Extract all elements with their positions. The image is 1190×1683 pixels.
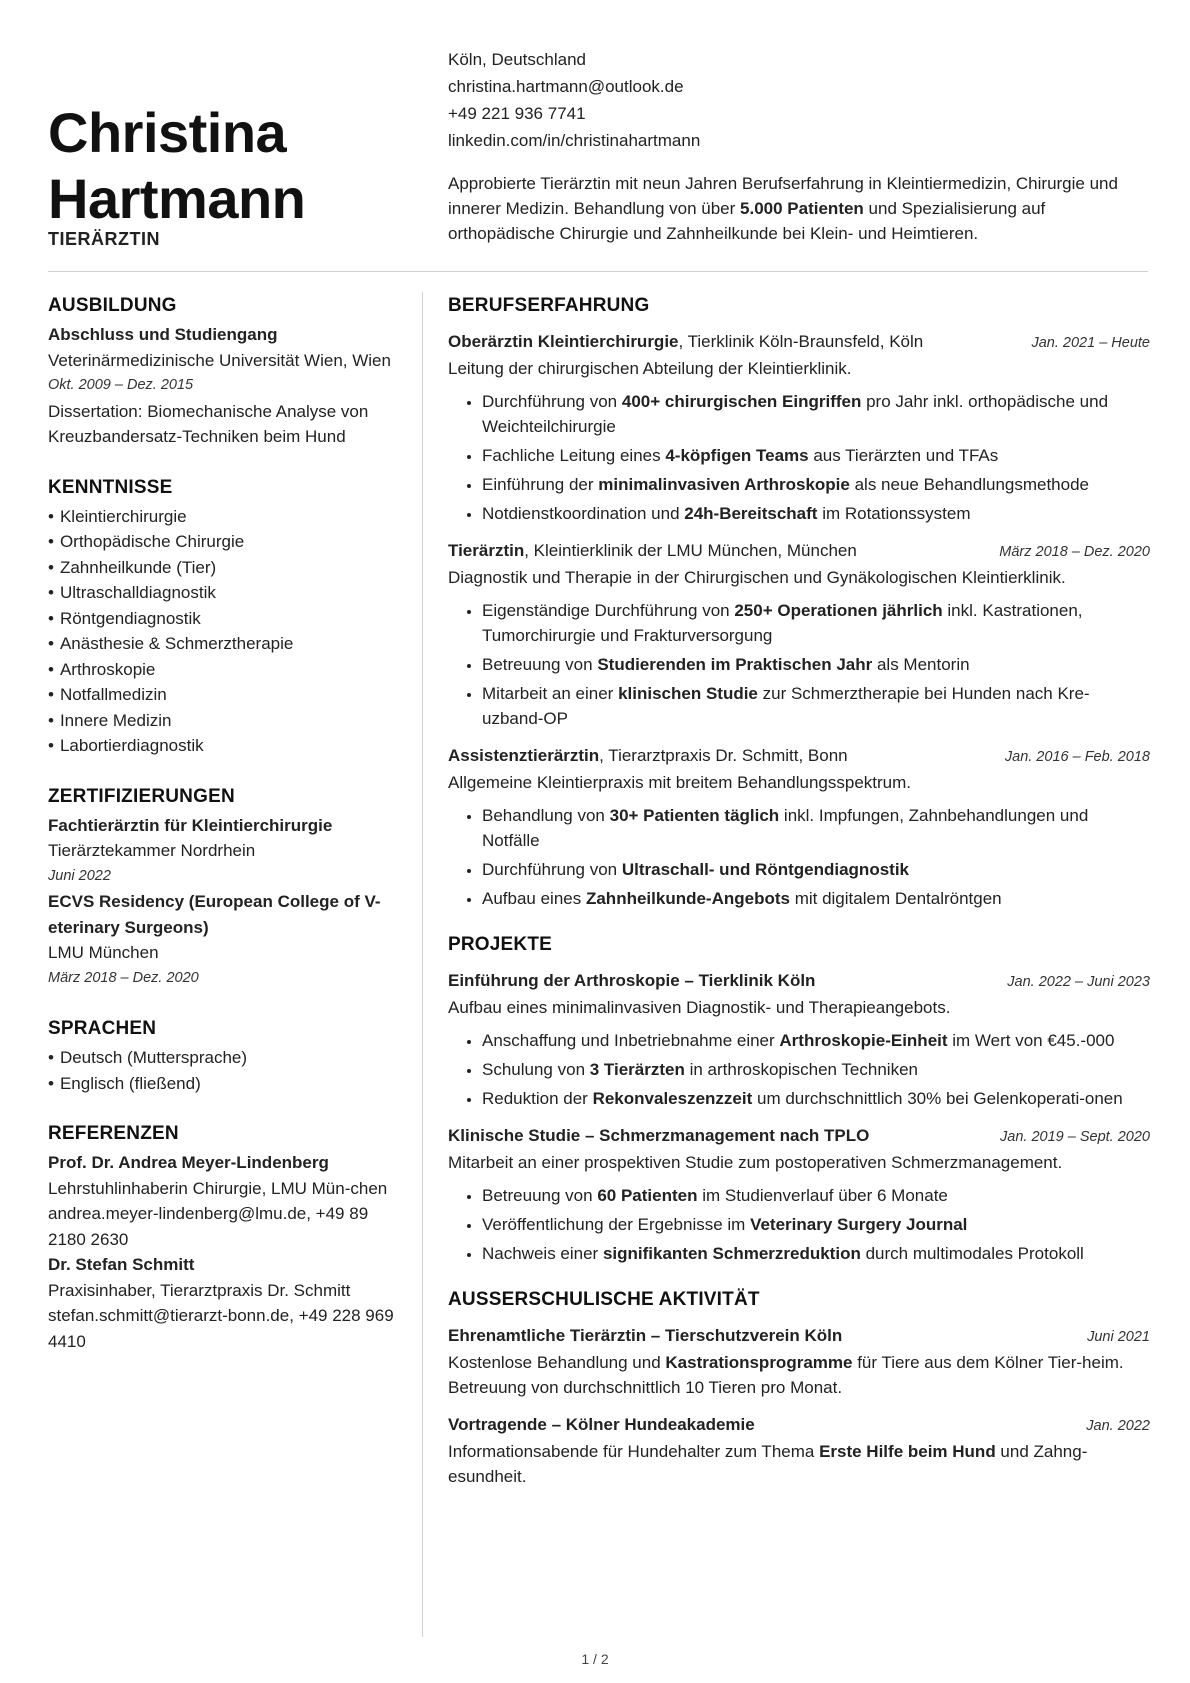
highlight-text: signifikanten Schmerzreduktion bbox=[602, 1244, 861, 1263]
entry-org: , Tierarztpraxis Dr. Schmitt, Bonn bbox=[599, 746, 848, 765]
highlight-text: 5.000 Patienten bbox=[740, 199, 864, 218]
entry-description: Leitung der chirurgischen Abteilung der Kleintierklinik. bbox=[448, 359, 852, 378]
reference-contact: stefan.schmitt@tierarzt-bonn.de, +49 228 969 4410 bbox=[48, 1306, 394, 1351]
highlight-text: klinischen Studie bbox=[618, 684, 758, 703]
experience-title: BERUFSERFAHRUNG bbox=[448, 295, 650, 316]
highlight-text: Veterinary Surgery Journal bbox=[750, 1215, 968, 1234]
body-text: im Studienverlauf über 6 Monate bbox=[697, 1186, 948, 1205]
entry bbox=[448, 1323, 1150, 1400]
certification-item bbox=[48, 889, 408, 991]
projects-section bbox=[448, 933, 1150, 1266]
highlight-text: 3 Tierärzten bbox=[589, 1060, 685, 1079]
body-text: zur Schmerztherapie bei Hunden nach Kre-uzband-OP bbox=[482, 684, 1090, 728]
bullet-item bbox=[482, 1028, 1150, 1053]
bullet-item bbox=[482, 1212, 1150, 1237]
certification-name: ECVS Residency (European College of V-eterinary Surgeons) bbox=[48, 892, 381, 937]
body-text: Anschaffung und Inbetriebnahme einer bbox=[482, 1031, 780, 1050]
reference-role: Lehrstuhlinhaberin Chirurgie, LMU Mün-chen bbox=[48, 1178, 388, 1198]
body-text: aus Tierärzten und TFAs bbox=[808, 446, 999, 465]
list-item: • Röntgendiagnostik bbox=[48, 606, 408, 632]
activities-section bbox=[448, 1288, 1150, 1489]
highlight-text: Studierenden im Praktischen Jahr bbox=[597, 655, 873, 674]
entry-role: Ehrenamtliche Tierärztin – Tierschutzverein Köln bbox=[448, 1326, 843, 1345]
entry bbox=[448, 1412, 1150, 1489]
bullet-item bbox=[482, 1057, 1150, 1082]
body-text: pro Jahr inkl. orthopädische und Weichteilchirurgie bbox=[482, 392, 1109, 436]
reference-name: Prof. Dr. Andrea Meyer-Lindenberg bbox=[48, 1153, 329, 1172]
languages-title: SPRACHEN bbox=[48, 1018, 157, 1039]
reference-item bbox=[48, 1150, 408, 1252]
skills-list bbox=[48, 504, 408, 759]
certifications-title: ZERTIFIZIERUNGEN bbox=[48, 785, 235, 807]
highlight-text: Erste Hilfe beim Hund bbox=[819, 1442, 996, 1461]
highlight-text: minimalinvasiven Arthroskopie bbox=[598, 475, 850, 494]
project-entries bbox=[448, 968, 1150, 1266]
references-title: REFERENZEN bbox=[48, 1123, 179, 1144]
body-text: Notdienstkoordination und bbox=[482, 504, 685, 523]
body-text: als neue Behandlungsmethode bbox=[849, 475, 1090, 494]
contact-linkedin[interactable]: linkedin.com/in/christinahartmann bbox=[448, 131, 701, 150]
skills-title: KENNTNISSE bbox=[48, 476, 173, 498]
entry-role: Einführung der Arthroskopie – Tierklinik Köln bbox=[448, 971, 816, 990]
header-divider bbox=[48, 271, 1148, 272]
body-text: Betreuung von bbox=[482, 655, 598, 674]
entry bbox=[448, 538, 1150, 731]
entry-date: Jan. 2022 – Juni 2023 bbox=[1007, 974, 1150, 990]
entry-role: Vortragende – Kölner Hundeakademie bbox=[448, 1415, 755, 1434]
body-text: um durchschnittlich 30% bei Gelenkoperati-onen bbox=[752, 1089, 1123, 1108]
highlight-text: 30+ Patienten täglich bbox=[609, 806, 780, 825]
entry-title bbox=[448, 538, 857, 563]
highlight-text: Kastrationsprogramme bbox=[665, 1353, 853, 1372]
entry-title bbox=[448, 1323, 842, 1348]
job-title: TIERÄRZTIN bbox=[48, 229, 160, 249]
bullet-item bbox=[482, 472, 1150, 497]
activity-entries bbox=[448, 1323, 1150, 1489]
entry-description: Mitarbeit an einer prospektiven Studie zum postoperativen Schmerzmanagement. bbox=[448, 1153, 1063, 1172]
reference-item bbox=[48, 1252, 408, 1354]
entry-description bbox=[448, 1350, 1150, 1400]
entry-org: , Tierklinik Köln-Braunsfeld, Köln bbox=[678, 332, 924, 351]
list-item: • Innere Medizin bbox=[48, 708, 408, 734]
education-note: Dissertation: Biomechanische Analyse von Kreuzbandersatz-Techniken beim Hund bbox=[48, 401, 369, 446]
entry-title bbox=[448, 1412, 755, 1437]
body-text: im Rotationssystem bbox=[817, 504, 971, 523]
highlight-text: Zahnheilkunde-Angebots bbox=[585, 889, 790, 908]
degree: Abschluss und Studiengang bbox=[48, 325, 278, 344]
contact-block bbox=[448, 46, 700, 154]
first-name: Christina bbox=[48, 101, 287, 164]
bullet-item bbox=[482, 389, 1150, 439]
school: Veterinärmedizinische Universität Wien, Wien bbox=[48, 350, 391, 370]
body-text: im Wert von €45.-000 bbox=[947, 1031, 1115, 1050]
body-text: Eigenständige Durchführung von bbox=[482, 601, 735, 620]
list-item: • Anästhesie & Schmerztherapie bbox=[48, 631, 408, 657]
entry-header bbox=[448, 968, 1150, 995]
entry-bullets bbox=[448, 1183, 1150, 1266]
entry-date: Jan. 2022 bbox=[1086, 1418, 1150, 1434]
entry-header bbox=[448, 743, 1150, 770]
entry-date: Jan. 2021 – Heute bbox=[1031, 335, 1150, 351]
body-text: Approbierte Tierärztin mit neun Jahren Berufserfahrung in Kleintiermedizin, Chirurgie und innerer Medizin. Behandlung von über bbox=[448, 174, 1118, 218]
entry-bullets bbox=[448, 1028, 1150, 1111]
reference-contact: andrea.meyer-lindenberg@lmu.de, +49 89 2180 2630 bbox=[48, 1204, 369, 1249]
bullet-item bbox=[482, 652, 1150, 677]
body-text: Aufbau eines bbox=[482, 889, 586, 908]
education-dates: Okt. 2009 – Dez. 2015 bbox=[48, 377, 194, 393]
list-item: • Kleintierchirurgie bbox=[48, 504, 408, 530]
bullet-item bbox=[482, 598, 1150, 648]
certification-item bbox=[48, 813, 408, 890]
entry-description: Diagnostik und Therapie in der Chirurgischen und Gynäkologischen Kleintierklinik. bbox=[448, 568, 1066, 587]
bullet-item bbox=[482, 443, 1150, 468]
list-item: • Arthroskopie bbox=[48, 657, 408, 683]
certifications-section bbox=[48, 785, 408, 992]
entry-bullets bbox=[448, 598, 1150, 731]
left-column bbox=[48, 294, 408, 1380]
certification-name: Fachtierärztin für Kleintierchirurgie bbox=[48, 815, 333, 835]
entry-bullets bbox=[448, 389, 1150, 526]
body-text: Veröffentlichung der Ergebnisse im bbox=[482, 1215, 751, 1234]
body-text: Einführung der bbox=[482, 475, 599, 494]
entry-header bbox=[448, 1323, 1150, 1350]
body-text: inkl. Impfungen, Zahnbehandlungen und Notfälle bbox=[482, 806, 1089, 850]
highlight-text: Arthroskopie-Einheit bbox=[779, 1031, 948, 1050]
body-text: durch multimodales Protokoll bbox=[860, 1244, 1084, 1263]
entry-role: Assistenztierärztin bbox=[448, 746, 600, 765]
body-text: Durchführung von bbox=[482, 860, 622, 879]
entry-date: Juni 2021 bbox=[1087, 1329, 1150, 1345]
experience-entries bbox=[448, 329, 1150, 911]
list-item: • Labortierdiagnostik bbox=[48, 733, 408, 759]
list-item: • Orthopädische Chirurgie bbox=[48, 529, 408, 555]
entry-title bbox=[448, 329, 923, 354]
activities-title: AUSSERSCHULISCHE AKTIVITÄT bbox=[448, 1289, 760, 1310]
reference-name: Dr. Stefan Schmitt bbox=[48, 1255, 195, 1274]
skills-section bbox=[48, 476, 408, 759]
entry-title bbox=[448, 968, 815, 993]
experience-section bbox=[448, 294, 1150, 911]
highlight-text: 60 Patienten bbox=[597, 1186, 698, 1205]
body-text: Behandlung von bbox=[482, 806, 610, 825]
education-section bbox=[48, 294, 408, 450]
entry-org: , Kleintierklinik der LMU München, München bbox=[524, 541, 857, 560]
highlight-text: 250+ Operationen jährlich bbox=[734, 601, 943, 620]
entry-role: Klinische Studie – Schmerzmanagement nach TPLO bbox=[448, 1126, 870, 1145]
highlight-text: Rekonvaleszenzzeit bbox=[592, 1089, 753, 1108]
contact-location: Köln, Deutschland bbox=[448, 50, 586, 69]
bullet-item bbox=[482, 1241, 1150, 1266]
certification-org: Tierärztekammer Nordrhein bbox=[48, 841, 256, 860]
entry bbox=[448, 968, 1150, 1111]
body-text: Mitarbeit an einer bbox=[482, 684, 619, 703]
bullet-item bbox=[482, 886, 1150, 911]
body-text: für Tiere aus dem Kölner Tier-heim. Betreuung von durchschnittlich 10 Tieren pro Monat. bbox=[448, 1353, 1124, 1397]
body-text: und Zahng-esundheit. bbox=[448, 1442, 1088, 1486]
languages-list bbox=[48, 1045, 408, 1096]
entry-role: Tierärztin bbox=[448, 541, 525, 560]
body-text: Kostenlose Behandlung und bbox=[448, 1353, 666, 1372]
candidate-name bbox=[48, 100, 305, 232]
projects-title: PROJEKTE bbox=[448, 934, 553, 955]
body-text: Betreuung von bbox=[482, 1186, 598, 1205]
list-item: • Notfallmedizin bbox=[48, 682, 408, 708]
body-text: und Spezialisierung auf orthopädische Chirurgie und Zahnheilkunde bei Klein- und Heimtieren. bbox=[448, 199, 1046, 243]
entry-date: Jan. 2019 – Sept. 2020 bbox=[1000, 1129, 1150, 1145]
entry-date: Jan. 2016 – Feb. 2018 bbox=[1004, 749, 1150, 765]
entry-date: März 2018 – Dez. 2020 bbox=[999, 544, 1150, 560]
certification-date: März 2018 – Dez. 2020 bbox=[48, 969, 199, 986]
page-number: 1 / 2 bbox=[581, 1651, 609, 1667]
body-text: Nachweis einer bbox=[482, 1244, 603, 1263]
entry-description: Aufbau eines minimalinvasiven Diagnostik- und Therapieangebots. bbox=[448, 998, 951, 1017]
entry-header bbox=[448, 329, 1150, 356]
education-title: AUSBILDUNG bbox=[48, 295, 177, 316]
list-item: • Englisch (fließend) bbox=[48, 1071, 408, 1097]
certification-org: LMU München bbox=[48, 943, 159, 962]
column-divider bbox=[422, 292, 423, 1637]
list-item: • Deutsch (Muttersprache) bbox=[48, 1045, 408, 1071]
languages-section bbox=[48, 1017, 408, 1096]
highlight-text: 4-köpfigen Teams bbox=[665, 446, 809, 465]
entry-role: Oberärztin Kleintierchirurgie bbox=[448, 332, 679, 351]
reference-role: Praxisinhaber, Tierarztpraxis Dr. Schmitt bbox=[48, 1280, 351, 1300]
body-text: Fachliche Leitung eines bbox=[482, 446, 666, 465]
entry-description bbox=[448, 1439, 1150, 1489]
contact-email[interactable]: christina.hartmann@outlook.de bbox=[448, 77, 684, 96]
entry bbox=[448, 329, 1150, 526]
bullet-item bbox=[482, 1183, 1150, 1208]
body-text: Reduktion der bbox=[482, 1089, 593, 1108]
body-text: Durchführung von bbox=[482, 392, 622, 411]
profile-summary bbox=[448, 171, 1150, 246]
bullet-item bbox=[482, 681, 1150, 731]
entry-title bbox=[448, 1123, 869, 1148]
body-text: mit digitalem Dentalröntgen bbox=[789, 889, 1002, 908]
entry bbox=[448, 1123, 1150, 1266]
references-section bbox=[48, 1122, 408, 1354]
body-text: Informationsabende für Hundehalter zum Thema bbox=[448, 1442, 820, 1461]
entry-header bbox=[448, 538, 1150, 565]
last-name: Hartmann bbox=[48, 167, 306, 230]
bullet-item bbox=[482, 803, 1150, 853]
body-text: Schulung von bbox=[482, 1060, 590, 1079]
highlight-text: Ultraschall- und Röntgendiagnostik bbox=[621, 860, 909, 879]
bullet-item bbox=[482, 1086, 1150, 1111]
entry-description: Allgemeine Kleintierpraxis mit breitem Behandlungsspektrum. bbox=[448, 773, 911, 792]
entry bbox=[448, 743, 1150, 911]
body-text: inkl. Kastrationen, Tumorchirurgie und Frakturversorgung bbox=[482, 601, 1083, 645]
entry-bullets bbox=[448, 803, 1150, 911]
right-column bbox=[448, 294, 1150, 1511]
bullet-item bbox=[482, 501, 1150, 526]
highlight-text: 400+ chirurgischen Eingriffen bbox=[621, 392, 862, 411]
list-item: • Ultraschalldiagnostik bbox=[48, 580, 408, 606]
contact-phone: +49 221 936 7741 bbox=[448, 104, 586, 123]
body-text: als Mentorin bbox=[872, 655, 970, 674]
body-text: in arthroskopischen Techniken bbox=[684, 1060, 918, 1079]
entry-header bbox=[448, 1412, 1150, 1439]
entry-title bbox=[448, 743, 848, 768]
list-item: • Zahnheilkunde (Tier) bbox=[48, 555, 408, 581]
bullet-item bbox=[482, 857, 1150, 882]
entry-header bbox=[448, 1123, 1150, 1150]
highlight-text: 24h-Bereitschaft bbox=[684, 504, 818, 523]
certification-date: Juni 2022 bbox=[48, 867, 111, 884]
